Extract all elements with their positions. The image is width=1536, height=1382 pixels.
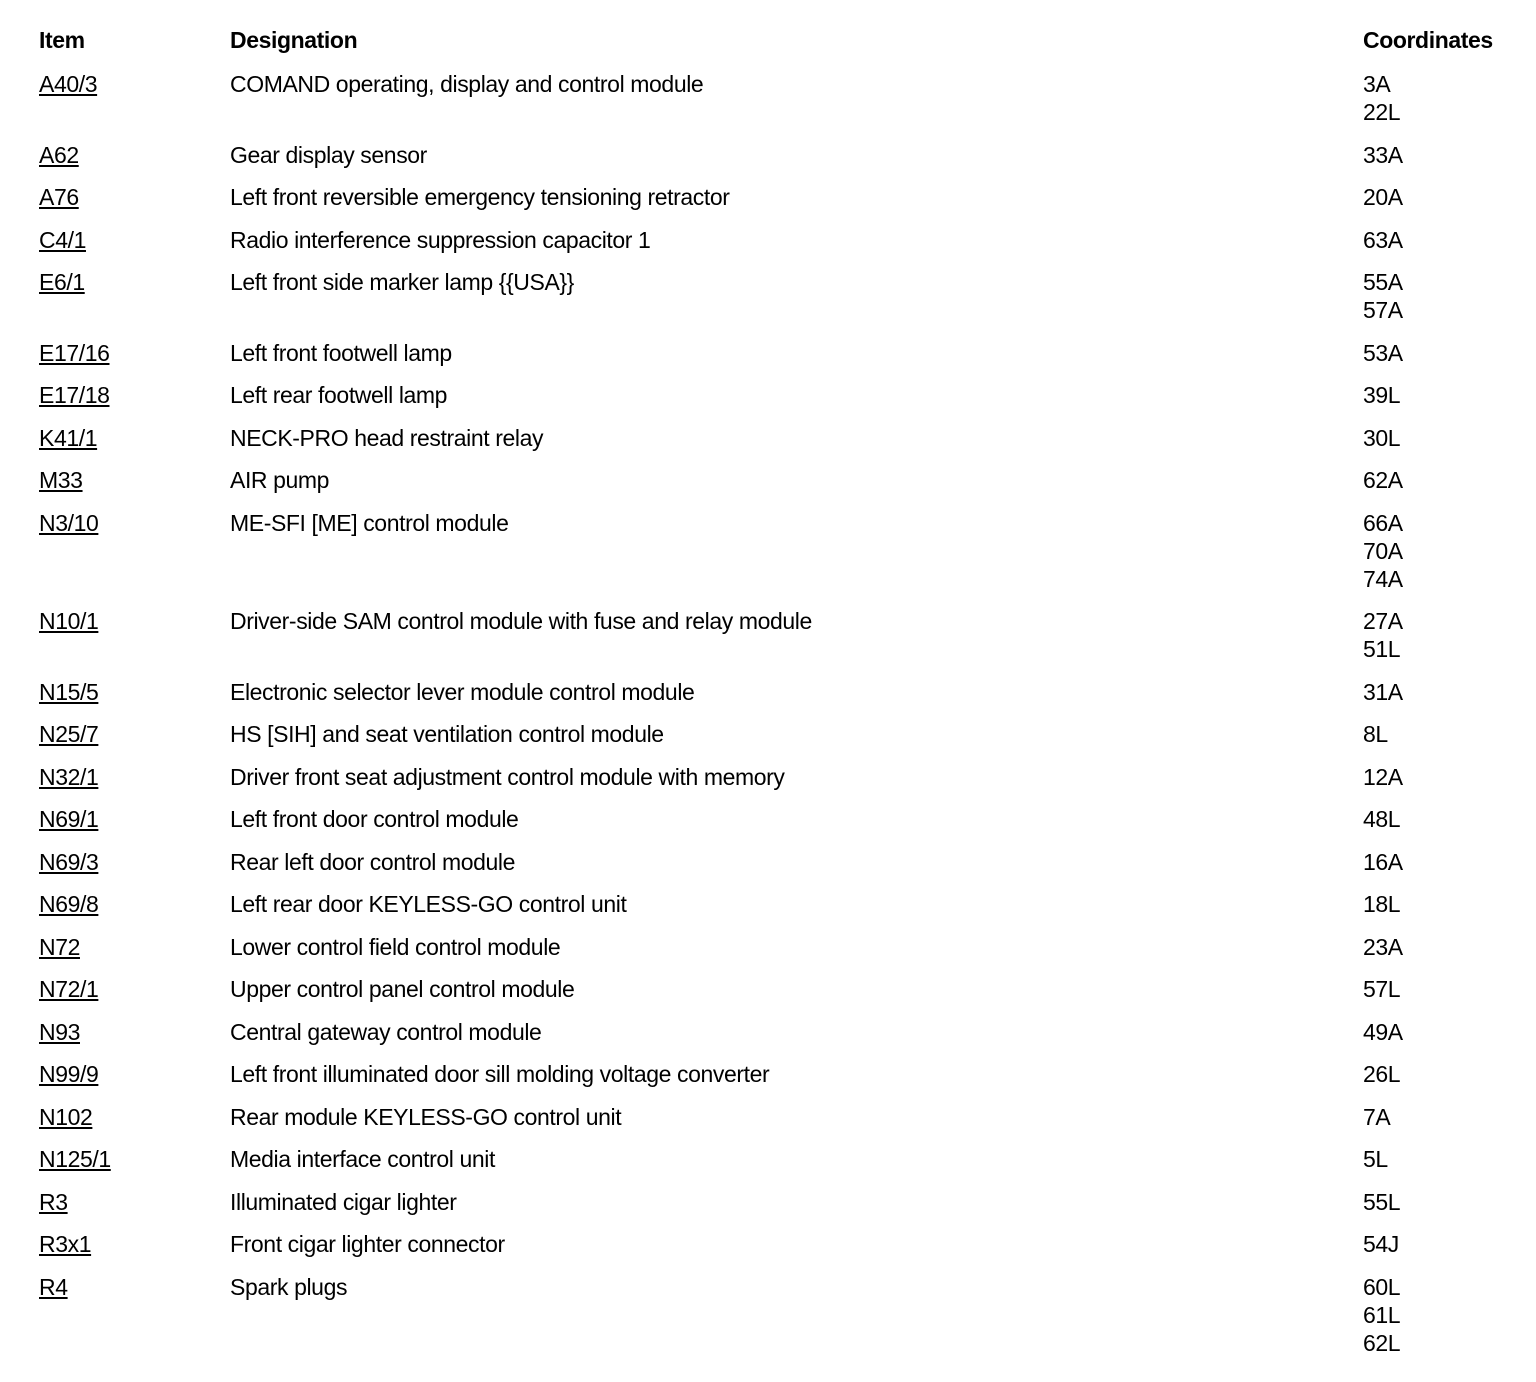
coordinate-value: 27A <box>1363 608 1403 634</box>
item-cell <box>39 381 230 424</box>
coordinate-value: 39L <box>1363 382 1401 408</box>
designation-cell: Rear left door control module <box>230 848 515 875</box>
designation-cell: Media interface control unit <box>230 1146 495 1172</box>
item-link[interactable]: N15/5 <box>39 678 99 705</box>
item-link[interactable]: M33 <box>39 467 83 493</box>
item-link[interactable]: R3x1 <box>39 1231 92 1257</box>
table-row <box>39 1273 1523 1372</box>
item-cell <box>39 339 230 382</box>
table-row <box>39 1060 1523 1103</box>
coordinates-cell <box>1363 183 1523 226</box>
coordinate-value: 12A <box>1363 763 1403 790</box>
designation-cell: Rear module KEYLESS-GO control unit <box>230 1103 622 1130</box>
item-cell <box>39 268 230 339</box>
table-row <box>39 805 1523 848</box>
item-cell <box>39 226 230 269</box>
coordinate-value: 22L <box>1363 99 1401 125</box>
designation-cell: Central gateway control module <box>230 1018 542 1045</box>
table-row <box>39 1230 1523 1273</box>
coordinates-cell <box>1363 720 1523 763</box>
coordinate-value: 53A <box>1363 339 1403 366</box>
item-link[interactable]: C4/1 <box>39 226 86 253</box>
coordinate-value: 5L <box>1363 1146 1388 1172</box>
coordinates-cell <box>1363 678 1523 721</box>
item-cell <box>39 890 230 933</box>
coordinate-value: 57L <box>1363 976 1401 1002</box>
component-table <box>39 26 1523 1371</box>
item-cell <box>39 1145 230 1188</box>
coordinate-value: 70A <box>1363 537 1403 564</box>
item-cell <box>39 141 230 184</box>
item-link[interactable]: R3 <box>39 1188 68 1215</box>
coordinate-value: 30L <box>1363 424 1401 451</box>
designation-cell: NECK-PRO head restraint relay <box>230 424 544 451</box>
table-row <box>39 339 1523 382</box>
designation-cell: Left front illuminated door sill molding voltage converter <box>230 1061 770 1087</box>
coordinate-value: 26L <box>1363 1061 1401 1087</box>
coordinates-cell <box>1363 763 1523 806</box>
item-cell <box>39 1230 230 1273</box>
coordinate-value: 60L <box>1363 1273 1401 1300</box>
coordinates-cell <box>1363 607 1523 678</box>
item-link[interactable]: A62 <box>39 141 79 168</box>
coordinates-cell <box>1363 975 1523 1018</box>
item-cell <box>39 1188 230 1231</box>
item-link[interactable]: N69/3 <box>39 848 99 875</box>
item-cell <box>39 509 230 608</box>
designation-cell: Left rear footwell lamp <box>230 382 448 408</box>
item-link[interactable]: N3/10 <box>39 509 99 536</box>
designation-cell: Left rear door KEYLESS-GO control unit <box>230 891 627 917</box>
table-row <box>39 226 1523 269</box>
coordinates-cell <box>1363 890 1523 933</box>
item-link[interactable]: N10/1 <box>39 608 99 634</box>
coordinate-value: 61L <box>1363 1301 1401 1328</box>
item-link[interactable]: N102 <box>39 1103 93 1130</box>
item-link[interactable]: N125/1 <box>39 1146 111 1172</box>
table-row <box>39 1188 1523 1231</box>
table-row <box>39 424 1523 467</box>
coordinates-cell <box>1363 933 1523 976</box>
coordinates-cell <box>1363 466 1523 509</box>
table-row <box>39 381 1523 424</box>
item-link[interactable]: N72 <box>39 933 80 960</box>
item-link[interactable]: E6/1 <box>39 269 85 295</box>
coordinates-cell <box>1363 1230 1523 1273</box>
coordinates-cell <box>1363 1103 1523 1146</box>
item-link[interactable]: N99/9 <box>39 1061 99 1087</box>
item-link[interactable]: A76 <box>39 184 79 210</box>
designation-cell: Upper control panel control module <box>230 976 575 1002</box>
table-row <box>39 607 1523 678</box>
item-link[interactable]: N93 <box>39 1018 80 1045</box>
designation-cell: Electronic selector lever module control module <box>230 678 695 705</box>
coordinate-value: 18L <box>1363 891 1401 917</box>
designation-cell: Left front footwell lamp <box>230 339 452 366</box>
designation-cell: Radio interference suppression capacitor 1 <box>230 226 651 253</box>
item-cell <box>39 763 230 806</box>
designation-cell: Left front door control module <box>230 806 519 832</box>
designation-cell: Driver front seat adjustment control module with memory <box>230 763 785 790</box>
table-row <box>39 70 1523 141</box>
designation-cell: ME-SFI [ME] control module <box>230 509 509 536</box>
coordinate-value: 8L <box>1363 721 1388 747</box>
table-row <box>39 678 1523 721</box>
table-row <box>39 720 1523 763</box>
header-row <box>39 26 1523 70</box>
coordinate-value: 48L <box>1363 806 1401 832</box>
coordinates-cell <box>1363 141 1523 184</box>
coordinate-value: 3A <box>1363 71 1391 97</box>
coordinate-value: 20A <box>1363 184 1403 210</box>
coordinate-value: 55A <box>1363 269 1403 295</box>
coordinate-value: 63A <box>1363 226 1403 253</box>
designation-cell: Illuminated cigar lighter <box>230 1188 457 1215</box>
coordinates-cell <box>1363 424 1523 467</box>
coordinate-value: 16A <box>1363 848 1403 875</box>
table-row <box>39 848 1523 891</box>
designation-cell: AIR pump <box>230 467 330 493</box>
coordinates-cell <box>1363 339 1523 382</box>
item-link[interactable]: R4 <box>39 1273 68 1300</box>
table-row <box>39 1103 1523 1146</box>
coordinate-value: 57A <box>1363 297 1403 323</box>
table-row <box>39 183 1523 226</box>
item-cell <box>39 933 230 976</box>
item-cell <box>39 1103 230 1146</box>
table-row <box>39 1018 1523 1061</box>
coordinate-value: 55L <box>1363 1188 1401 1215</box>
table-row <box>39 1145 1523 1188</box>
coordinates-cell <box>1363 381 1523 424</box>
coordinates-cell <box>1363 70 1523 141</box>
coordinates-cell <box>1363 1188 1523 1231</box>
item-link[interactable]: N25/7 <box>39 721 99 747</box>
header-coordinates: Coordinates <box>1363 27 1493 53</box>
item-cell <box>39 848 230 891</box>
header-designation: Designation <box>230 27 358 53</box>
coordinate-value: 62L <box>1363 1329 1401 1356</box>
coordinate-value: 49A <box>1363 1018 1403 1045</box>
coordinate-value: 33A <box>1363 141 1403 168</box>
designation-cell: Lower control field control module <box>230 933 561 960</box>
table-row <box>39 268 1523 339</box>
designation-cell: HS [SIH] and seat ventilation control module <box>230 721 664 747</box>
designation-cell: Front cigar lighter connector <box>230 1231 505 1257</box>
item-cell <box>39 1273 230 1372</box>
coordinate-value: 54J <box>1363 1231 1399 1257</box>
table-row <box>39 975 1523 1018</box>
item-link[interactable]: E17/18 <box>39 382 110 408</box>
coordinate-value: 23A <box>1363 933 1403 960</box>
table-body <box>39 70 1523 1371</box>
coordinates-cell <box>1363 268 1523 339</box>
designation-cell: COMAND operating, display and control module <box>230 71 704 97</box>
coordinates-cell <box>1363 1273 1523 1372</box>
coordinate-value: 66A <box>1363 509 1403 536</box>
item-link[interactable]: N32/1 <box>39 763 99 790</box>
item-cell <box>39 805 230 848</box>
item-link[interactable]: A40/3 <box>39 71 98 97</box>
coordinate-value: 51L <box>1363 636 1401 662</box>
item-cell <box>39 607 230 678</box>
item-cell <box>39 466 230 509</box>
designation-cell: Left front side marker lamp {{USA}} <box>230 269 574 295</box>
item-cell <box>39 424 230 467</box>
coordinates-cell <box>1363 1018 1523 1061</box>
coordinates-cell <box>1363 1060 1523 1103</box>
coordinates-cell <box>1363 1145 1523 1188</box>
table-row <box>39 466 1523 509</box>
item-cell <box>39 1018 230 1061</box>
table-row <box>39 141 1523 184</box>
table-row <box>39 763 1523 806</box>
coordinate-value: 62A <box>1363 467 1403 493</box>
designation-cell: Spark plugs <box>230 1273 348 1300</box>
coordinates-cell <box>1363 509 1523 608</box>
coordinate-value: 74A <box>1363 565 1403 592</box>
item-cell <box>39 678 230 721</box>
table-row <box>39 933 1523 976</box>
header-item: Item <box>39 27 85 53</box>
item-link[interactable]: N72/1 <box>39 976 99 1002</box>
coordinates-cell <box>1363 226 1523 269</box>
item-link[interactable]: N69/1 <box>39 806 99 832</box>
designation-cell: Gear display sensor <box>230 141 427 168</box>
table-row <box>39 890 1523 933</box>
item-cell <box>39 1060 230 1103</box>
coordinates-cell <box>1363 805 1523 848</box>
item-cell <box>39 720 230 763</box>
table-row <box>39 509 1523 608</box>
item-cell <box>39 70 230 141</box>
item-link[interactable]: K41/1 <box>39 424 98 451</box>
item-link[interactable]: N69/8 <box>39 891 99 917</box>
item-link[interactable]: E17/16 <box>39 339 110 366</box>
coordinate-value: 7A <box>1363 1103 1391 1130</box>
coordinates-cell <box>1363 848 1523 891</box>
item-cell <box>39 183 230 226</box>
designation-cell: Driver-side SAM control module with fuse and relay module <box>230 608 812 634</box>
designation-cell: Left front reversible emergency tensioning retractor <box>230 184 730 210</box>
coordinate-value: 31A <box>1363 678 1403 705</box>
item-cell <box>39 975 230 1018</box>
